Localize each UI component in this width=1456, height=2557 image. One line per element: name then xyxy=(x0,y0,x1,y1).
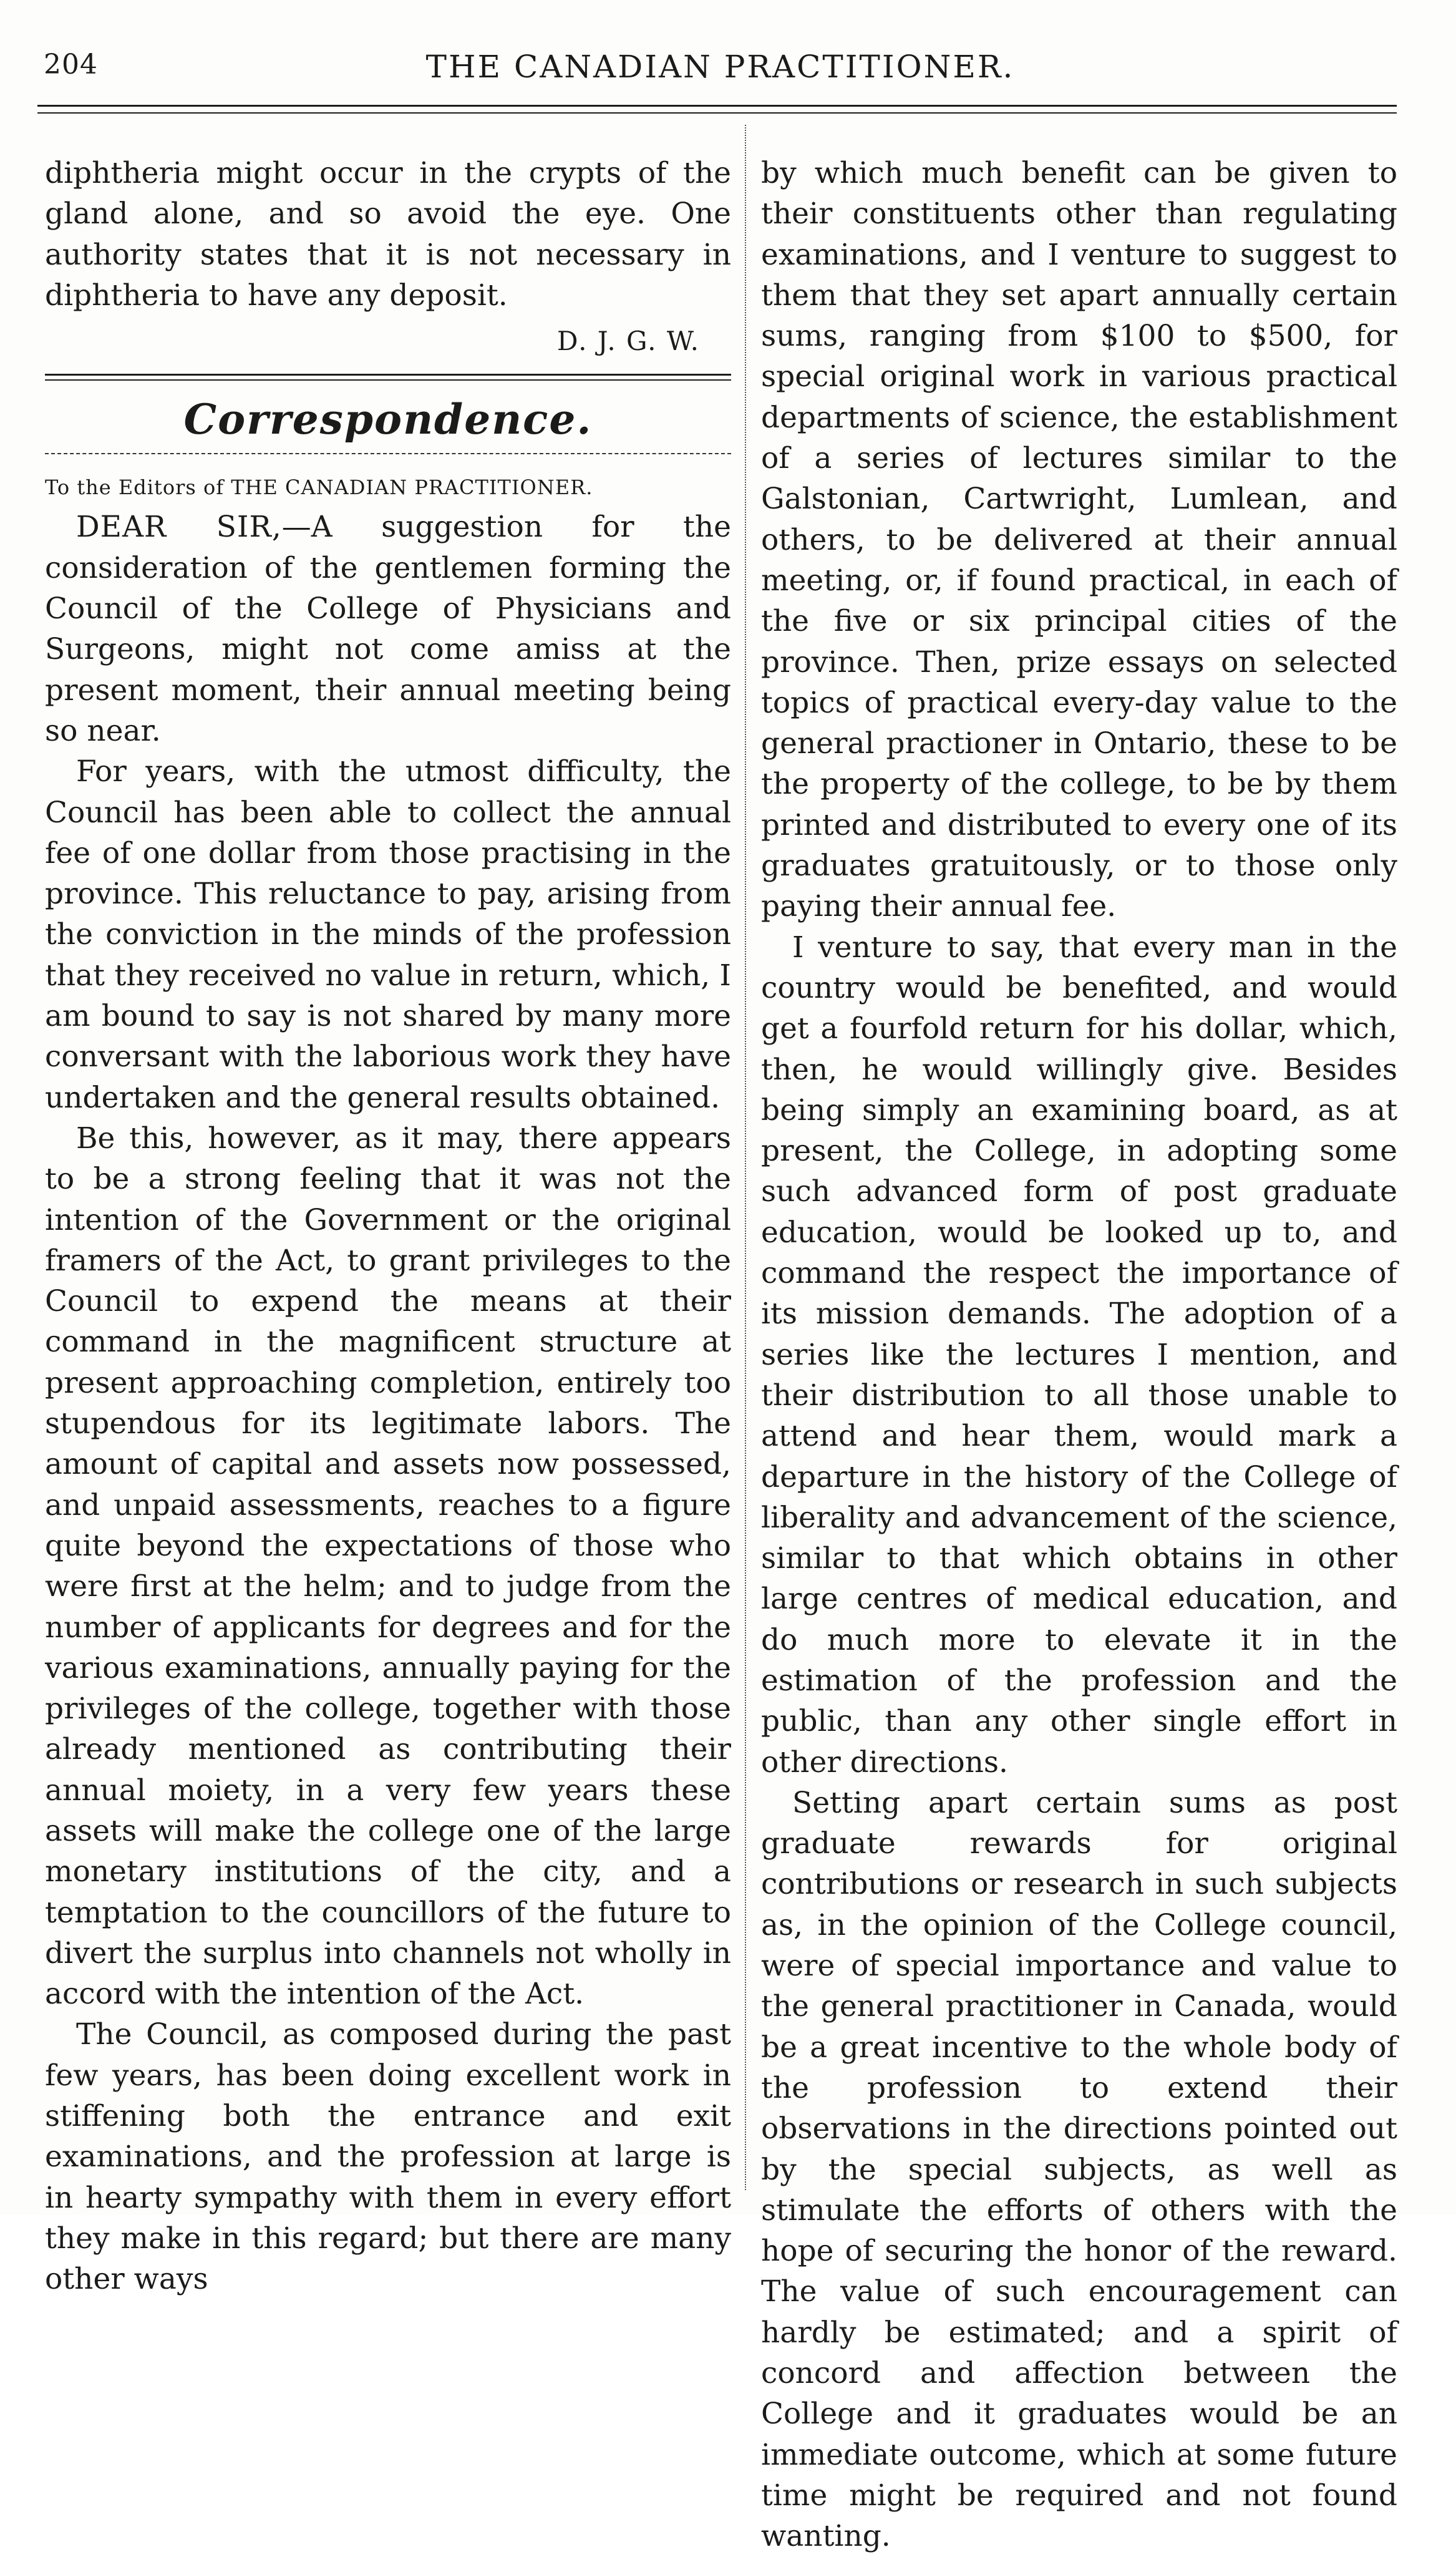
section-rule-bottom xyxy=(45,453,731,454)
letter-paragraph: The Council, as composed during the past few years, has been doing excellent work in stiffening both the entrance and exit examinations, and the profession at large is in hearty sympathy with them in every effort they make in this regard; but there are many other ways xyxy=(45,2017,731,2297)
section-rule-top xyxy=(45,374,731,376)
letter-paragraph xyxy=(45,507,731,751)
page-number: 204 xyxy=(44,49,98,80)
section-heading: Correspondence. xyxy=(183,395,593,444)
running-title: THE CANADIAN PRACTITIONER. xyxy=(425,49,1015,85)
header-rule-secondary xyxy=(37,112,1397,114)
column-divider xyxy=(745,125,746,2190)
header-rule xyxy=(37,105,1397,107)
letter-paragraph: by which much benefit can be given to their constituents other than regulating examinations, and I venture to suggest to them that they set apart annually certain sums, ranging from $100 to $500, for special original work in various practical departments of science, the establishment of a series of lectures similar to the Galstonian, Cartwright, Lumlean, and others, to be delivered at their annual meeting, or, if found practical, in each of the five or six principal cities of the province. Then, prize essays on selected topics of practical every-day value to the general practioner in Ontario, these to be the property of the college, to be by them printed and distributed to every one of its graduates gratuitously, or to those only paying their annual fee. xyxy=(761,156,1397,924)
letter-paragraph: I venture to say, that every man in the country would be benefited, and would get a fourfold return for his dollar, which, then, he would willingly give. Besides being simply an examining board, as at present, the College, in adopting some such advanced form of post graduate education, would be looked up to, and command the respect the importance of its mission demands. The adoption of a series like the lectures I mention, and their distribution to all those unable to attend and hear them, would mark a departure in the history of the College of liberality and advancement of the science, similar to that which obtains in other large centres of medical education, and do much more to elevate it in the estimation of the profession and the public, than any other single effort in other directions. xyxy=(761,930,1397,1780)
section-rule-top-thin xyxy=(45,379,731,381)
letter-salutation: DEAR SIR, xyxy=(76,510,282,545)
author-signature: D. J. G. W. xyxy=(556,326,700,357)
letter-paragraph: Setting apart certain sums as post graduate rewards for original contributions or research in such subjects as, in the opinion of the College council, were of special importance and value to the general practitioner in Canada, would be a great incentive to the whole body of the profession to extend their observations in the directions pointed out by the special subjects, as well as stimulate the efforts of others with the hope of securing the honor of the reward. The value of such encouragement can hardly be estimated; and a spirit of concord and affection between the College and it graduates would be an immediate outcome, which at some future time might be required and not found wanting. xyxy=(761,1785,1397,2554)
page-header xyxy=(44,49,1397,99)
letter-paragraph: For years, with the utmost difficulty, the Council has been able to collect the annual fee of one dollar from those practising in the province. This reluctance to pay, arising from the conviction in the minds of the profession that they received no value in return, which, I am bound to say is not shared by many more conversant with the laborious work they have undertaken and the general results obtained. xyxy=(45,754,731,1115)
letter-paragraph: Be this, however, as it may, there appears to be a strong feeling that it was not the intention of the Government or the original framers of the Act, to grant privileges to the Council to expend the means at their command in the magnificent structure at present approaching completion, entirely too stupendous for its legitimate labors. The amount of capital and assets now possessed, and unpaid assessments, reaches to a figure quite beyond the expectations of those who were first at the helm; and to judge from the number of applicants for degrees and for the various examinations, annually paying for the privileges of the college, together with those already mentioned as contributing their annual moiety, in a very few years these assets will make the college one of the large monetary institutions of the city, and a temptation to the councillors of the future to divert the surplus into channels not wholly in accord with the intention of the Act. xyxy=(45,1121,731,2012)
intro-paragraph: diphtheria might occur in the crypts of the gland alone, and so avoid the eye. One authority states that it is not necessary in diphtheria to have any deposit. xyxy=(45,156,731,313)
right-column xyxy=(761,153,1397,2557)
letter-paragraph-text: —A suggestion for the consideration of the gentlemen forming the Council of the College of Physicians and Surgeons, might not come amiss at the present moment, their annual meeting being so near. xyxy=(45,510,731,748)
left-column xyxy=(45,153,731,2300)
letter-address: To the Editors of THE CANADIAN PRACTITIONER. xyxy=(45,475,593,500)
